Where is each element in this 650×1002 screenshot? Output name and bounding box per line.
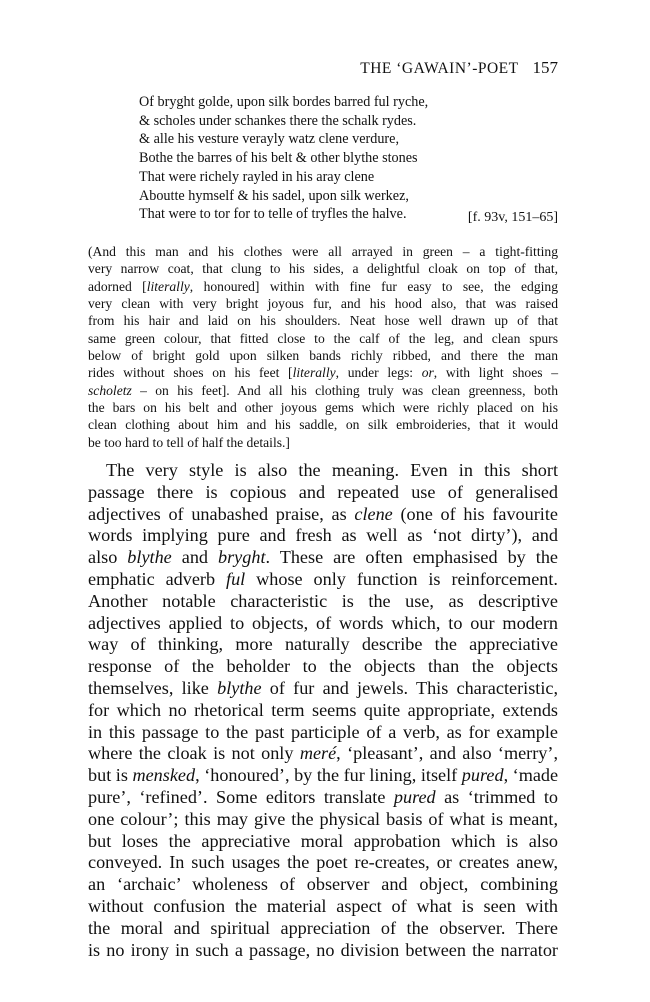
- verse-line: Aboutte hymself & his sadel, upon silk werkez,: [139, 187, 409, 204]
- body-line: adjectives of unabashed praise, as clene (one of his favourite: [88, 503, 558, 524]
- body-line: pure’, ‘refined’. Some editors translate pured as ‘trimmed to: [88, 786, 558, 807]
- body-line: passage there is copious and repeated use of generalised: [88, 481, 558, 502]
- body-line: Another notable characteristic is the use, as descriptive: [88, 590, 558, 611]
- body-line: but is mensked, ‘honoured’, by the fur lining, itself pured, ‘made: [88, 765, 559, 786]
- body-line: for which no rhetorical term seems quite appropriate, extends: [88, 699, 558, 720]
- body-line: The very style is also the meaning. Even in this short: [106, 460, 558, 480]
- translation-line: rides without shoes on his feet [literally, under legs: or, with light shoes –: [88, 365, 558, 381]
- translation-paragraph: [88, 243, 558, 451]
- body-line: emphatic adverb ful whose only function is reinforcement.: [88, 568, 558, 589]
- verse-reference: [f. 93v, 151–65]: [467, 210, 558, 225]
- body-line: in this passage to the past participle of a verb, as for example: [88, 721, 558, 742]
- body-line: the moral and spiritual appreciation of the observer. There: [88, 917, 558, 938]
- verse-quotation: [139, 93, 428, 224]
- body-line: without confusion the material aspect of what is seen with: [88, 895, 558, 916]
- verse-line: Bothe the barres of his belt & other blythe stones: [139, 150, 418, 167]
- translation-line: (And this man and his clothes were all arrayed in green – a tight-fitting: [88, 244, 558, 259]
- translation-line: clean clothing about him and his saddle, on silk embroideries, that it would: [88, 417, 558, 433]
- verse-line: That were to tor for to telle of tryfles the halve.: [139, 206, 407, 223]
- verse-line: Of bryght golde, upon silk bordes barred ful ryche,: [139, 94, 429, 110]
- translation-line: scholetz – on his feet]. And all his clothing truly was clean greenness, both: [88, 382, 558, 398]
- body-line: conveyed. In such usages the poet re-creates, or creates anew,: [88, 852, 558, 873]
- translation-line: very narrow coat, that clung to his sides, a delightful cloak on top of that,: [88, 261, 558, 277]
- running-title: THE ‘GAWAIN’-POET: [360, 60, 519, 77]
- body-line: response of the beholder to the objects than the objects: [88, 656, 558, 677]
- translation-line: the bars on his belt and other joyous gems which were richly placed on his: [88, 400, 558, 416]
- page-number: 157: [532, 58, 558, 77]
- body-line: also blythe and bryght. These are often emphasised by the: [88, 547, 558, 568]
- running-header: [88, 58, 558, 79]
- translation-line: very clean with very bright joyous fur, and his hood also, that was raised: [88, 296, 558, 312]
- body-line: words implying pure and fresh as well as ‘not dirty’), and: [88, 525, 558, 546]
- body-line: adjectives applied to objects, of words which, to our modern: [88, 612, 558, 633]
- body-line: an ‘archaic’ wholeness of observer and object, combining: [88, 874, 558, 895]
- translation-line: adorned [literally, honoured] within with fine fur easy to see, the edging: [88, 278, 558, 294]
- translation-line: from his hair and laid on his shoulders. Neat hose well drawn up of that: [88, 313, 558, 329]
- body-line: one colour’; this may give the physical basis of what is meant,: [88, 808, 558, 829]
- body-line: but loses the appreciative moral approbation which is also: [88, 830, 558, 851]
- body-paragraph: [88, 460, 558, 961]
- body-line: is no irony in such a passage, no division between the narrator: [88, 939, 558, 960]
- translation-line: below of bright gold upon silken bands richly ribbed, and there the man: [88, 348, 558, 364]
- verse-line: That were richely rayled in his aray clene: [139, 168, 375, 185]
- translation-line: be too hard to tell of half the details.]: [88, 434, 290, 450]
- body-line: where the cloak is not only meré, ‘pleasant’, and also ‘merry’,: [88, 743, 558, 764]
- verse-line: & alle his vesture verayly watz clene verdure,: [139, 131, 399, 148]
- body-line: themselves, like blythe of fur and jewels. This characteristic,: [88, 677, 558, 698]
- body-line: way of thinking, more naturally describe the appreciative: [88, 634, 558, 655]
- verse-line: & scholes under schankes there the schalk rydes.: [139, 112, 417, 129]
- translation-line: same green colour, that fitted close to the calf of the leg, and clean spurs: [88, 330, 558, 346]
